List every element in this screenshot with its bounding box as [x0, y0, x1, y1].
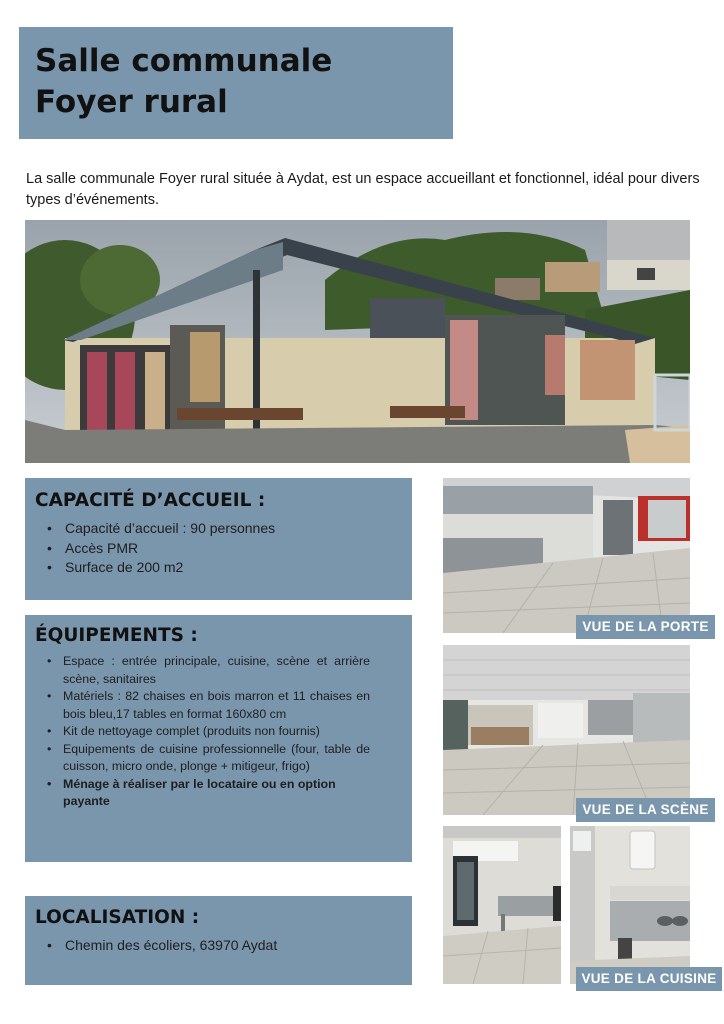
- list-item: • Accès PMR: [35, 539, 400, 559]
- list-item: • Surface de 200 m2: [35, 558, 400, 578]
- capacity-heading: CAPACITÉ D’ACCUEIL :: [35, 490, 266, 511]
- capacity-list: [35, 519, 400, 578]
- exterior-photo: [25, 220, 690, 463]
- equipment-panel: [25, 615, 412, 862]
- door-view-caption: VUE DE LA PORTE: [576, 615, 715, 639]
- kitchen-photo-right: [570, 826, 690, 984]
- title-box: [19, 27, 453, 139]
- kitchen-photo-left: [443, 826, 561, 984]
- page-title: [35, 41, 437, 123]
- list-item: • Ménage à réaliser par le locataire ou en option payante: [35, 776, 370, 811]
- list-item: • Kit de nettoyage complet (produits non fournis): [35, 723, 370, 741]
- list-item: • Espace : entrée principale, cuisine, scène et arrière scène, sanitaires: [35, 653, 370, 688]
- list-item: • Capacité d’accueil : 90 personnes: [35, 519, 400, 539]
- kitchen-view-caption: VUE DE LA CUISINE: [576, 967, 722, 991]
- list-item: • Equipements de cuisine professionnelle (four, table de cuisson, micro onde, plonge + mitigeur, frigo): [35, 741, 370, 776]
- stage-view-photo: [443, 645, 690, 815]
- equipment-heading: ÉQUIPEMENTS :: [35, 625, 198, 646]
- capacity-panel: [25, 478, 412, 600]
- title-line-2: Foyer rural: [35, 84, 228, 120]
- door-view-photo: [443, 478, 690, 633]
- list-item: • Chemin des écoliers, 63970 Aydat: [35, 936, 400, 955]
- equipment-list: [35, 653, 370, 811]
- list-item: • Matériels : 82 chaises en bois marron et 11 chaises en bois bleu,17 tables en format 160x80 cm: [35, 688, 370, 723]
- location-heading: LOCALISATION :: [35, 907, 200, 928]
- location-list: [35, 936, 400, 955]
- title-line-1: Salle communale: [35, 43, 333, 79]
- location-panel: [25, 896, 412, 985]
- stage-view-caption: VUE DE LA SCÈNE: [576, 798, 715, 822]
- intro-paragraph: La salle communale Foyer rural située à Aydat, est un espace accueillant et fonctionnel, idéal pour divers types d’événements.: [26, 171, 700, 208]
